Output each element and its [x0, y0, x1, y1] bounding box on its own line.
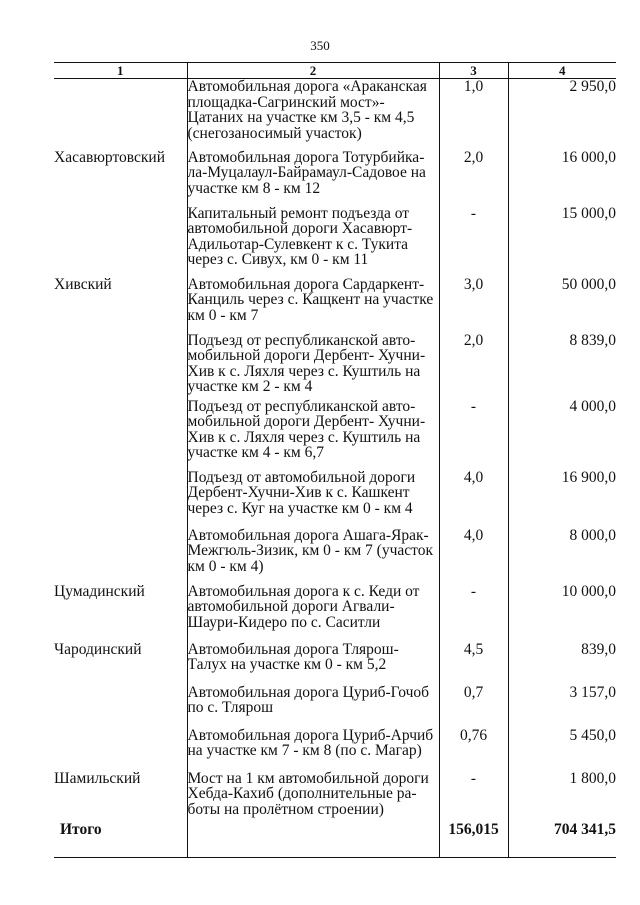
length-cell: 0,76 — [439, 728, 508, 771]
description-line: Автомобильная дорога Тотурбийка- — [187, 148, 425, 166]
description-cell — [187, 79, 439, 150]
description-line: площадка-Сагринский мост»- — [187, 93, 385, 111]
total-amount: 704 341,5 — [508, 819, 616, 858]
length-cell: - — [439, 584, 508, 642]
description-cell — [187, 728, 439, 771]
table-body — [54, 79, 616, 819]
table-row — [54, 399, 616, 470]
district-cell: Хивский — [54, 275, 112, 293]
amount-cell: 4 000,0 — [508, 399, 616, 470]
description-line: участке км 8 - км 12 — [187, 179, 321, 197]
description-cell — [187, 584, 439, 642]
description-line: участке км 2 - км 4 — [187, 378, 313, 395]
description-line: Автомобильная дорога Сардаркент- — [187, 275, 425, 293]
header-col-4: 4 — [508, 63, 616, 79]
description-line: (снегозаносимый участок) — [187, 124, 362, 142]
district-cell: Цумадинский — [54, 582, 145, 600]
description-line: автомобильной дороги Агвали- — [187, 598, 395, 615]
description-line: Подъезд от республиканской авто- — [187, 397, 416, 415]
table-row — [54, 206, 616, 277]
amount-cell: 8 839,0 — [508, 333, 616, 399]
district-cell — [54, 685, 187, 728]
description-cell — [187, 528, 439, 584]
amount-cell: 8 000,0 — [508, 528, 616, 584]
district-cell: Шамильский — [54, 769, 141, 787]
road-works-table — [54, 62, 616, 858]
description-line: Автомобильная дорога Ашага-Ярак- — [187, 526, 429, 544]
description-line: участке км 4 - км 6,7 — [187, 444, 324, 461]
length-cell: 4,5 — [439, 642, 508, 685]
district-cell — [54, 728, 187, 771]
description-line: через с. Сивух, км 0 - км 11 — [187, 251, 369, 268]
description-cell — [187, 399, 439, 470]
description-line: мобильной дороги Дербент- Хучни- — [187, 413, 426, 430]
description-line: по с. Тлярош — [187, 699, 274, 716]
table-row — [54, 642, 616, 685]
table-row — [54, 79, 616, 150]
description-line: Автомобильная дорога Цуриб-Арчиб — [187, 726, 434, 744]
length-cell: 2,0 — [439, 333, 508, 399]
description-line: на участке км 7 - км 8 (по с. Магар) — [187, 742, 422, 759]
description-line: Подъезд от автомобильной дороги — [187, 468, 416, 486]
total-length: 156,015 — [439, 819, 508, 858]
length-cell: 4,0 — [439, 470, 508, 528]
amount-cell: 16 900,0 — [508, 470, 616, 528]
amount-cell: 1 800,0 — [508, 771, 616, 819]
description-line: Капитальный ремонт подъезда от — [187, 204, 410, 222]
description-line: Канциль через с. Кащкент на участке — [187, 291, 434, 308]
length-cell: - — [439, 399, 508, 470]
description-line: Автомобильная дорога к с. Кеди от — [187, 582, 420, 600]
amount-cell: 5 450,0 — [508, 728, 616, 771]
district-cell: Хасавюртовский — [54, 148, 166, 166]
table-row — [54, 470, 616, 528]
district-cell: Чародинский — [54, 640, 142, 658]
description-cell — [187, 150, 439, 206]
table-row — [54, 528, 616, 584]
district-cell — [54, 333, 187, 399]
description-cell — [187, 333, 439, 399]
description-line: Хебда-Кахиб (дополнительные ра- — [187, 785, 417, 802]
amount-cell: 3 157,0 — [508, 685, 616, 728]
description-line: Хив к с. Ляхля через с. Куштиль на — [187, 428, 421, 446]
district-cell — [54, 528, 187, 584]
description-line: Шаури-Кидеро по с. Саситли — [187, 613, 381, 631]
description-line: Дербент-Хучни-Хив к с. Кашкент — [187, 484, 410, 501]
table-row — [54, 584, 616, 642]
total-row — [54, 819, 616, 858]
description-line: автомобильной дороги Хасавюрт- — [187, 220, 413, 237]
description-cell — [187, 206, 439, 277]
header-col-2: 2 — [187, 63, 439, 79]
description-line: Талух на участке км 0 - км 5,2 — [187, 656, 387, 673]
description-line: Мост на 1 км автомобильной дороги — [187, 769, 429, 787]
table-row — [54, 150, 616, 206]
length-cell: 0,7 — [439, 685, 508, 728]
table-row — [54, 685, 616, 728]
header-col-3: 3 — [439, 63, 508, 79]
description-line: Автомобильная дорога «Араканская — [187, 78, 427, 95]
length-cell: - — [439, 206, 508, 277]
length-cell: 4,0 — [439, 528, 508, 584]
amount-cell: 15 000,0 — [508, 206, 616, 277]
table-row — [54, 277, 616, 333]
amount-cell: 16 000,0 — [508, 150, 616, 206]
header-col-1: 1 — [54, 63, 187, 79]
amount-cell: 10 000,0 — [508, 584, 616, 642]
table-row — [54, 771, 616, 819]
amount-cell: 50 000,0 — [508, 277, 616, 333]
description-cell — [187, 277, 439, 333]
table-row — [54, 333, 616, 399]
description-line: Хив к с. Ляхля через с. Куштиль на — [187, 362, 421, 380]
district-cell — [54, 79, 187, 150]
description-line: через с. Куг на участке км 0 - км 4 — [187, 499, 413, 517]
district-cell — [54, 206, 187, 277]
total-description — [187, 819, 439, 858]
description-cell — [187, 642, 439, 685]
amount-cell: 2 950,0 — [508, 79, 616, 150]
district-cell — [54, 399, 187, 470]
length-cell: 2,0 — [439, 150, 508, 206]
description-cell — [187, 470, 439, 528]
length-cell: 1,0 — [439, 79, 508, 150]
page-number: 350 — [310, 38, 330, 53]
description-line: км 0 - км 4) — [187, 557, 264, 575]
description-line: Цатаних на участке км 3,5 - км 4,5 — [187, 109, 415, 126]
description-line: Подъезд от республиканской авто- — [187, 331, 416, 349]
length-cell: - — [439, 771, 508, 819]
description-line: Автомобильная дорога Цуриб-Гочоб — [187, 683, 430, 701]
table-row — [54, 728, 616, 771]
description-cell — [187, 685, 439, 728]
description-line: км 0 - км 7 — [187, 306, 259, 324]
description-line: Адильотар-Сулевкент к с. Тукита — [187, 235, 409, 253]
header-row — [54, 63, 616, 79]
total-label: Итого — [54, 819, 187, 858]
description-line: ла-Муцалаул-Байрамаул-Садовое на — [187, 164, 426, 181]
description-cell — [187, 771, 439, 819]
description-line: Межгюль-Зизик, км 0 - км 7 (участок — [187, 542, 433, 559]
description-line: мобильной дороги Дербент- Хучни- — [187, 347, 426, 364]
amount-cell: 839,0 — [508, 642, 616, 685]
length-cell: 3,0 — [439, 277, 508, 333]
description-line: боты на пролётном строении) — [187, 800, 384, 818]
description-line: Автомобильная дорога Тлярош- — [187, 640, 399, 658]
district-cell — [54, 470, 187, 528]
